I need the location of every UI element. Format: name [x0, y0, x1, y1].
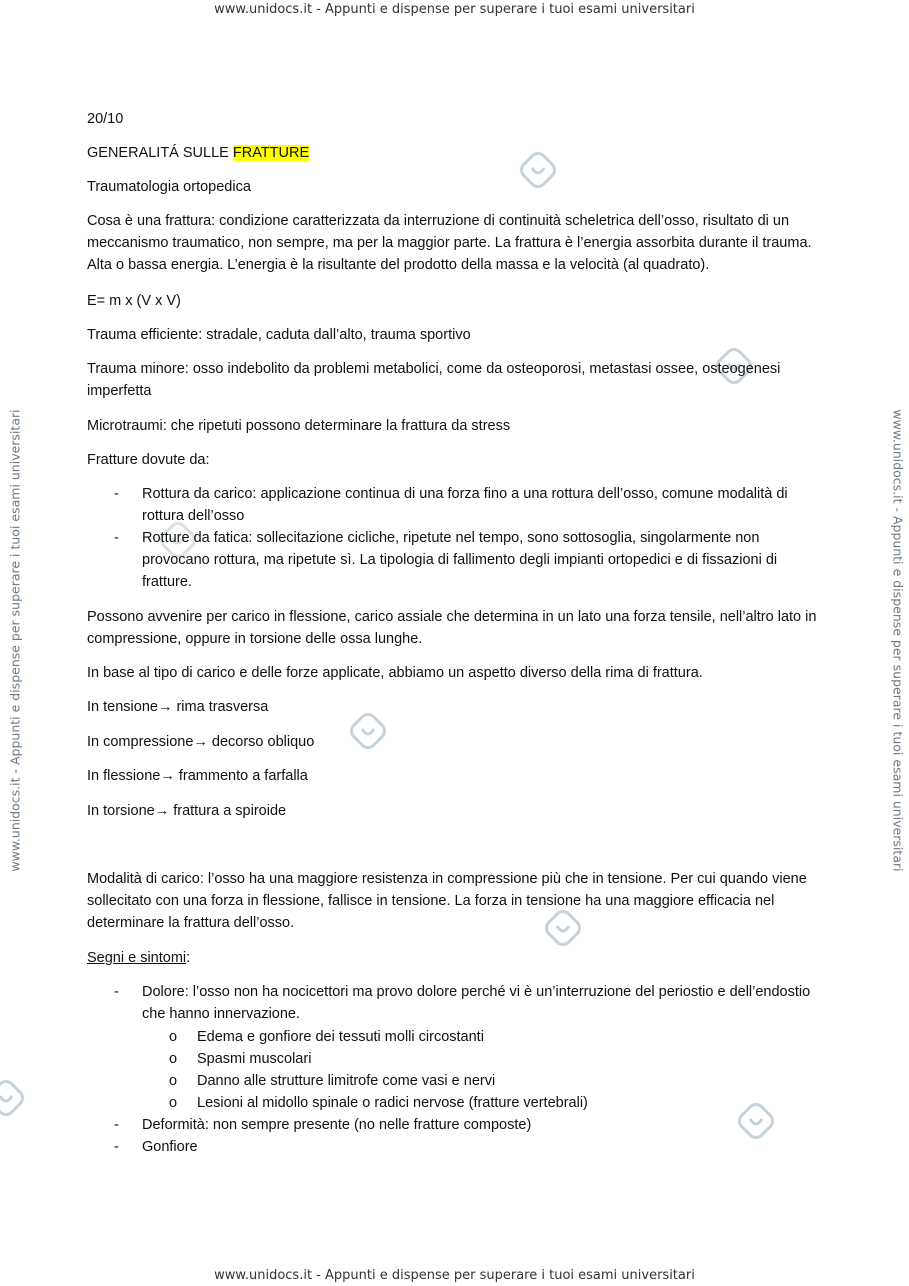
- paragraph-carico: Possono avvenire per carico in flessione, carico assiale che determina in un lato una forza tensile, nell’altro lato in compressione, oppure in torsione delle ossa lunghe.: [87, 609, 817, 647]
- list-item-text: Dolore: l’osso non ha nocicettori ma provo dolore perché vi è un’interruzione del periostio e dell’endostio che hanno innervazione.: [142, 984, 811, 1022]
- sub-list-item-text: Spasmi muscolari: [197, 1051, 312, 1067]
- watermark-right: www.unidocs.it - Appunti e dispense per superare i tuoi esami universitari: [890, 409, 906, 872]
- trauma-minore: Trauma minore: osso indebolito da problemi metabolici, come da osteoporosi, metastasi ossee, osteogenesi imperfetta: [87, 361, 781, 399]
- tensione: In tensione→ rima trasversa: [87, 699, 269, 715]
- subtitle: Traumatologia ortopedica: [87, 179, 251, 195]
- microtraumi: Microtraumi: che ripetuti possono determinare la frattura da stress: [87, 418, 511, 434]
- title-highlight: FRATTURE: [232, 145, 310, 161]
- sub-list-item-text: Lesioni al midollo spinale o radici nervose (fratture vertebrali): [197, 1095, 588, 1111]
- compressione: In compressione→ decorso obliquo: [87, 734, 315, 750]
- list-item-text: Rottura da carico: applicazione continua di una forza fino a una rottura dell’osso, comune modalità di rottura dell’osso: [142, 486, 788, 524]
- dash-marker: -: [114, 1139, 119, 1155]
- paragraph-frattura: Cosa è una frattura: condizione caratterizzata da interruzione di continuità scheletrica dell’osso, risultato di un meccanismo traumatico, non sempre, ma per la maggior parte. La frattura è l’energia assorbita durante il trauma. Alta o bassa energia. L’energia è la risultante del prodotto della massa e la velocità (al quadrato).: [87, 213, 812, 273]
- dash-marker: -: [114, 486, 119, 502]
- formula: E= m x (V x V): [87, 293, 181, 309]
- segni-heading: [87, 947, 827, 969]
- paragraph-base: In base al tipo di carico e delle forze applicate, abbiamo un aspetto diverso della rima di frattura.: [87, 665, 703, 681]
- sub-list-item-text: Edema e gonfiore dei tessuti molli circostanti: [197, 1029, 484, 1045]
- watermark-bottom[interactable]: www.unidocs.it - Appunti e dispense per superare i tuoi esami universitari: [214, 1268, 695, 1283]
- bullet-marker: o: [169, 1029, 178, 1045]
- segni-colon: :: [186, 950, 191, 966]
- bullet-marker: o: [169, 1095, 178, 1111]
- dash-marker: -: [114, 530, 119, 546]
- paragraph-modalita: Modalità di carico: l’osso ha una maggiore resistenza in compressione più che in tensione. Per cui quando viene sollecitato con una forza in flessione, fallisce in tensione. La forza in tensione ha una maggiore efficacia nel determinare la frattura dell’osso.: [87, 871, 807, 931]
- list-item-text: Deformità: non sempre presente (no nelle fratture composte): [142, 1117, 532, 1133]
- torsione: In torsione→ frattura a spiroide: [87, 803, 287, 819]
- dash-marker: -: [114, 1117, 119, 1133]
- list-item-text: Gonfiore: [142, 1139, 198, 1155]
- fratture-dovute: Fratture dovute da:: [87, 452, 210, 468]
- list-item-text: Rotture da fatica: sollecitazione cicliche, ripetute nel tempo, sono sottosoglia, singolarmente non provocano rottura, ma ripetute sì. La tipologia di fallimento degli impianti ortopedici e di fissazioni di fratture.: [142, 530, 778, 590]
- date: 20/10: [87, 111, 124, 127]
- bullet-marker: o: [169, 1073, 178, 1089]
- segni-label: Segni e sintomi: [87, 950, 187, 966]
- watermark-top[interactable]: www.unidocs.it - Appunti e dispense per superare i tuoi esami universitari: [214, 2, 695, 17]
- unidocs-logo-icon: [0, 1078, 26, 1118]
- dash-marker: -: [114, 984, 119, 1000]
- watermark-left: www.unidocs.it - Appunti e dispense per superare i tuoi esami universitari: [7, 409, 23, 872]
- title-prefix: GENERALITÁ SULLE: [87, 145, 233, 161]
- page-title: [87, 142, 827, 164]
- flessione: In flessione→ frammento a farfalla: [87, 768, 308, 784]
- trauma-efficiente: Trauma efficiente: stradale, caduta dall’alto, trauma sportivo: [87, 327, 471, 343]
- bullet-marker: o: [169, 1051, 178, 1067]
- sub-list-item-text: Danno alle strutture limitrofe come vasi e nervi: [197, 1073, 496, 1089]
